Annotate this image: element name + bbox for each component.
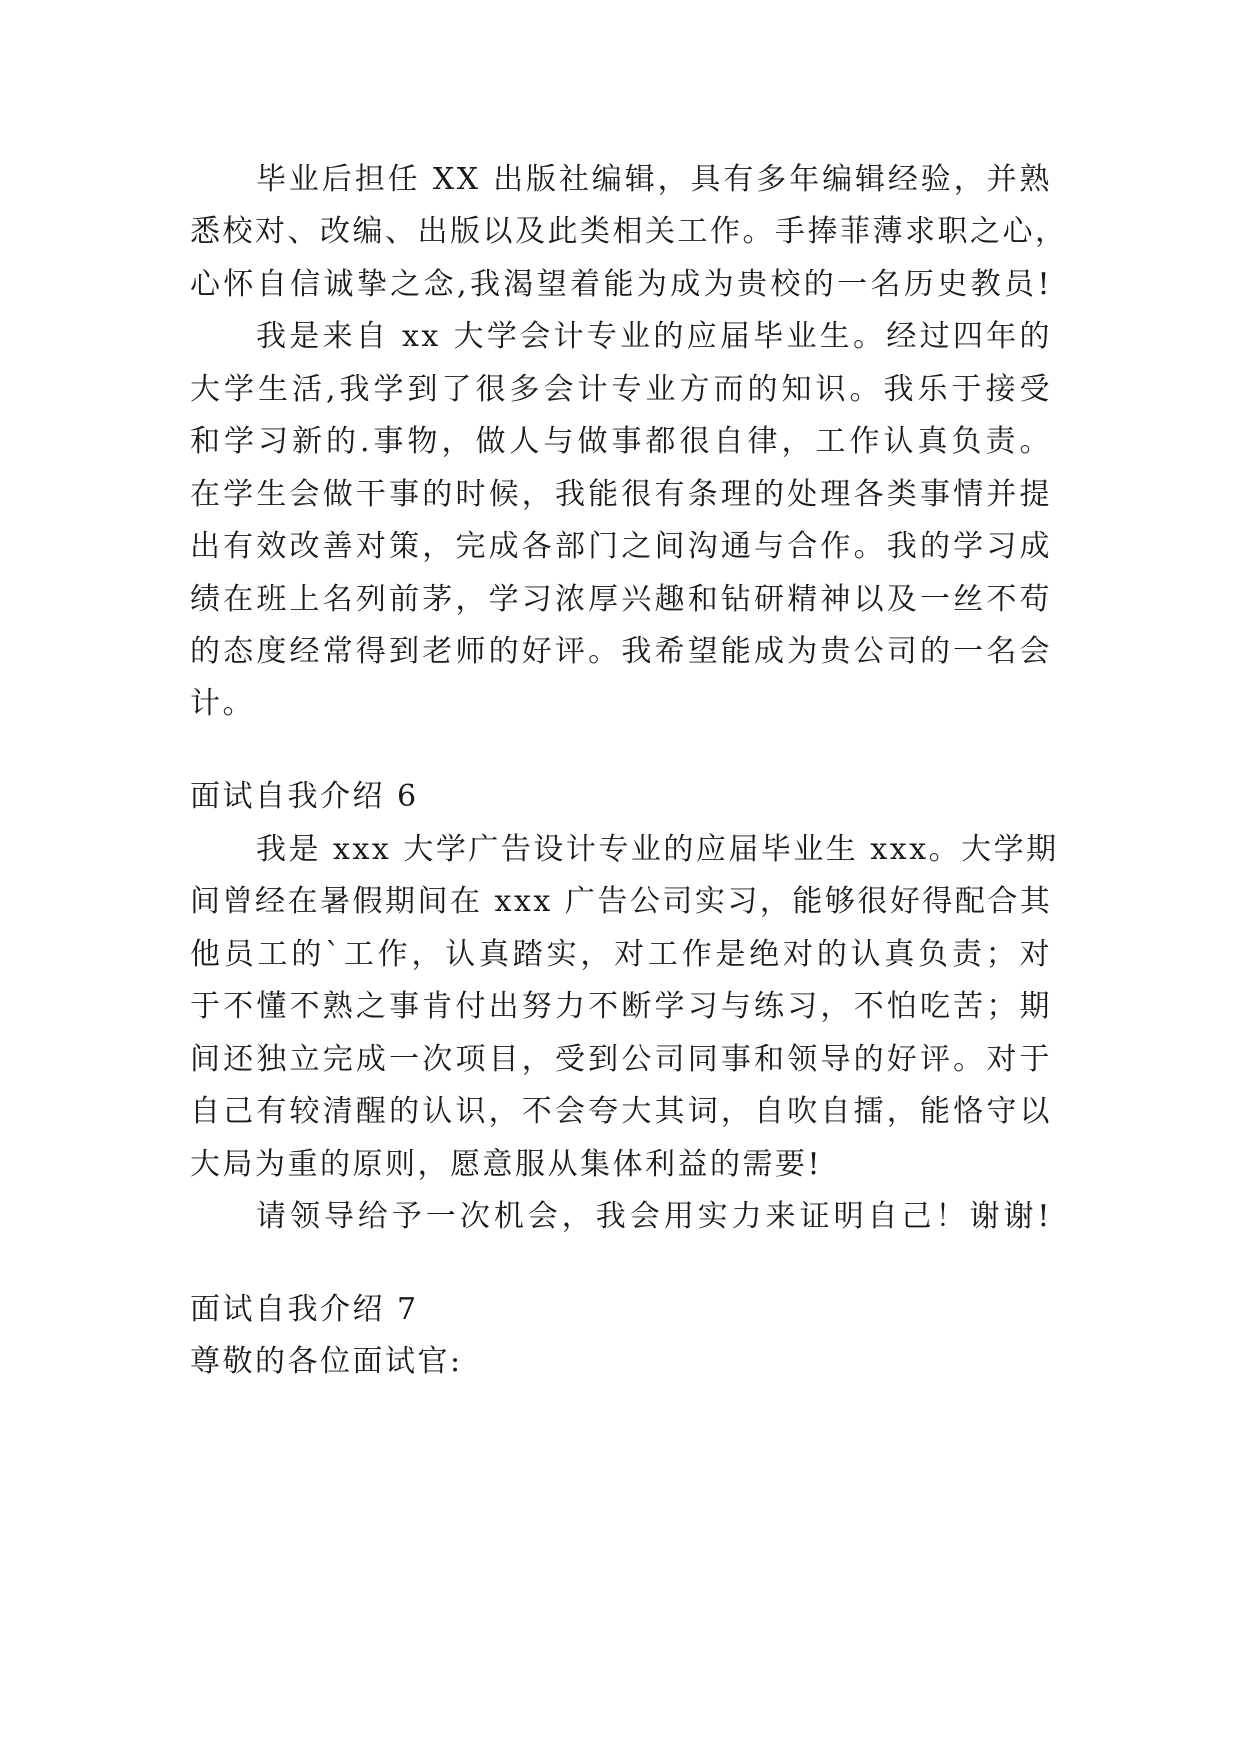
paragraph-line: 在学生会做干事的时候，我能很有条理的处理各类事情并提 — [190, 477, 1052, 512]
paragraph-line: 计。 — [190, 686, 255, 721]
paragraph-line: 间还独立完成一次项目，受到公司同事和领导的好评。对于 — [190, 1042, 1052, 1077]
paragraph-line: 于不懂不熟之事肯付出努力不断学习与练习，不怕吃苦；期 — [190, 989, 1052, 1024]
paragraph-line: 出有效改善对策，完成各部门之间沟通与合作。我的学习成 — [190, 529, 1052, 564]
paragraph-line: 间曾经在暑假期间在 xxx 广告公司实习，能够很好得配合其 — [190, 884, 1053, 919]
salutation: 尊敬的各位面试官: — [190, 1344, 463, 1379]
paragraph-line: 毕业后担任 XX 出版社编辑，具有多年编辑经验，并熟 — [256, 162, 1052, 197]
paragraph-line: 我是 xxx 大学广告设计专业的应届毕业生 xxx。大学期 — [256, 832, 1059, 867]
paragraph-line: 大学生活,我学到了很多会计专业方而的知识。我乐于接受 — [190, 372, 1052, 407]
paragraph-line: 自己有较清醒的认识，不会夸大其词，自吹自擂，能恪守以 — [190, 1094, 1052, 1129]
paragraph-line: 心怀自信诚挚之念,我渴望着能为成为贵校的一名历史教员! — [190, 267, 1052, 302]
paragraph-line: 我是来自 xx 大学会计专业的应届毕业生。经过四年的 — [256, 319, 1052, 354]
paragraph-line: 的态度经常得到老师的好评。我希望能成为贵公司的一名会 — [190, 634, 1052, 669]
paragraph-line: 他员工的`工作，认真踏实，对工作是绝对的认真负责；对 — [190, 937, 1052, 972]
paragraph-line: 请领导给予一次机会，我会用实力来证明自己！谢谢! — [256, 1199, 1052, 1234]
section-heading: 面试自我介绍 6 — [190, 779, 419, 814]
paragraph-line: 和学习新的.事物，做人与做事都很自律，工作认真负责。 — [190, 424, 1052, 459]
paragraph-line: 绩在班上名列前茅，学习浓厚兴趣和钻研精神以及一丝不苟 — [190, 582, 1052, 617]
paragraph-line: 悉校对、改编、出版以及此类相关工作。手捧菲薄求职之心， — [190, 214, 1068, 249]
section-heading: 面试自我介绍 7 — [190, 1292, 419, 1327]
paragraph-line: 大局为重的原则，愿意服从集体利益的需要! — [190, 1147, 823, 1182]
